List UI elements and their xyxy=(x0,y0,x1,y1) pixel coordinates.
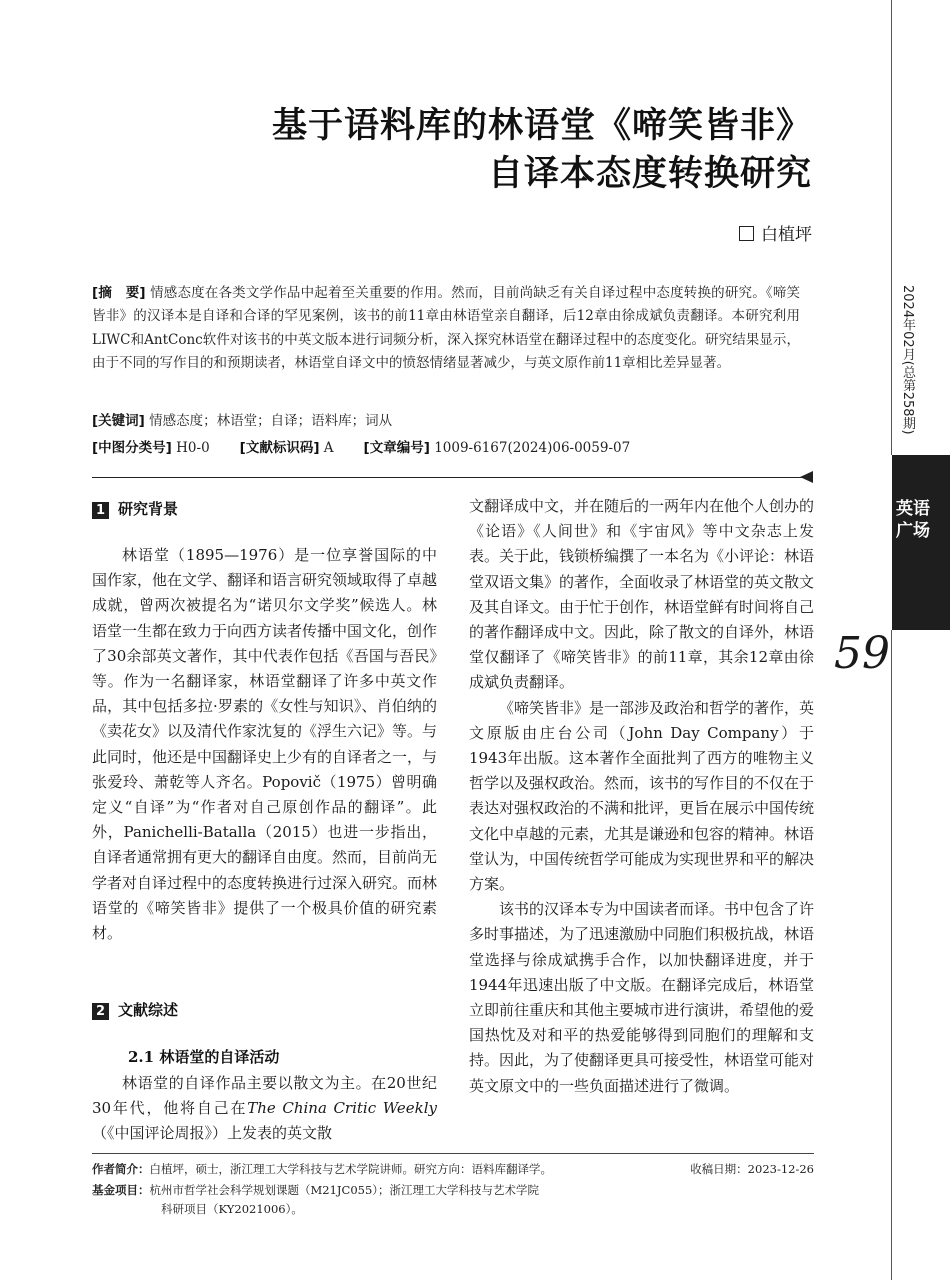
left-column-body xyxy=(92,543,437,946)
paragraph-text: （《中国评论周报》）上发表的英文散 xyxy=(92,1124,333,1143)
page-number: 59 xyxy=(834,628,890,679)
classification-line xyxy=(92,436,630,456)
section-1-number: 1 xyxy=(92,502,109,519)
right-column-body xyxy=(469,494,814,1099)
funding xyxy=(92,1181,692,1200)
article-id-label: [文章编号] xyxy=(363,440,430,456)
margin-rule-top xyxy=(891,0,892,455)
author-line xyxy=(739,220,812,245)
divider-arrow-icon xyxy=(800,471,813,483)
section-1-title: 研究背景 xyxy=(118,500,179,518)
divider-line xyxy=(92,477,804,478)
section-2-number: 2 xyxy=(92,1003,109,1020)
keywords-label: [关键词] xyxy=(92,413,145,429)
section-1-heading xyxy=(92,498,178,519)
left-column-body-2 xyxy=(92,1071,437,1147)
bio-text: 白植坪，硕士，浙江理工大学科技与艺术学院讲师。研究方向：语料库翻译学。 xyxy=(149,1162,552,1176)
abstract-text: 情感态度在各类文学作品中起着至关重要的作用。然而，目前尚缺乏有关自译过程中态度转换的研究。《啼笑皆非》的汉译本是自译和合译的罕见案例，该书的前11章由林语堂亲自翻译，后12章由徐成斌负责翻译。本研究利用LIWC和AntConc软件对该书的中英文版本进行词频分析，深入探究林语堂在翻译过程中的态度变化。研究结果显示，由于不同的写作目的和预期读者，林语堂自译文中的愤怒情绪显著减少，与英文原作前11章相比差异显著。 xyxy=(92,285,801,371)
abstract xyxy=(92,282,800,375)
author-box-icon xyxy=(739,226,754,241)
author-bio xyxy=(92,1160,814,1179)
bio-label: 作者简介： xyxy=(92,1162,150,1176)
margin-rule-bottom xyxy=(891,630,892,1280)
fund-label: 基金项目： xyxy=(92,1183,150,1197)
section-2-title: 文献综述 xyxy=(118,1001,179,1019)
abstract-label: [摘 要] xyxy=(92,285,146,301)
title-line-1: 基于语料库的林语堂《啼笑皆非》 xyxy=(271,105,812,146)
section-tab xyxy=(892,455,950,630)
paragraph: 该书的汉译本专为中国读者而译。书中包含了许多时事描述，为了迅速激励中同胞们积极抗战，林语堂选择与徐成斌携手合作，以加快翻译进度，并于1944年迅速出版了中文版。在翻译完成后，林语堂立即前往重庆和其他主要城市进行演讲，希望他的爱国热忱及对和平的热爱能够得到同胞们的理解和支持。因此，为了使翻译更具可接受性，林语堂可能对英文原文中的一些负面描述进行了微调。 xyxy=(469,900,815,1095)
title-line-2: 自译本态度转换研究 xyxy=(487,153,812,194)
issue-date: 2024年02月(总第258期) xyxy=(900,285,915,435)
received-date: 收稿日期：2023-12-26 xyxy=(690,1162,814,1176)
keywords-text: 情感态度；林语堂；自译；语料库；词从 xyxy=(149,413,393,429)
paragraph xyxy=(92,1071,437,1147)
paragraph: 文翻译成中文，并在随后的一两年内在他个人创办的《论语》《人间世》和《宇宙风》等中文杂志上发表。关于此，钱锁桥编撰了一本名为《小评论：林语堂双语文集》的著作，全面收录了林语堂的英文散文及其自译文。由于忙于创作，林语堂鲜有时间将自己的著作翻译成中文。因此，除了散文的自译外，林语堂仅翻译了《啼笑皆非》的前11章，其余12章由徐成斌负责翻译。 xyxy=(469,497,815,692)
footnote-rule xyxy=(92,1153,814,1154)
doc-code-value: A xyxy=(323,440,334,456)
doc-code-label: [文献标识码] xyxy=(239,440,320,456)
clc-value: H0-0 xyxy=(176,440,210,456)
journal-title: The China Critic Weekly xyxy=(247,1099,437,1118)
fund-line-1: 杭州市哲学社会科学规划课题（M21JC055）；浙江理工大学科技与艺术学院 xyxy=(149,1183,540,1197)
subsection-2-1-heading: 2.1 林语堂的自译活动 xyxy=(128,1048,280,1066)
paragraph: 《啼笑皆非》是一部涉及政治和哲学的著作，英文原版由庄台公司（John Day Company）于1943年出版。这本著作全面批判了西方的唯物主义哲学以及强权政治。然而，该书的写作目的不仅在于表达对强权政治的不满和批评，更旨在展示中国传统文化中卓越的元素，尤其是谦逊和包容的精神。林语堂认为，中国传统哲学可能成为实现世界和平的解决方案。 xyxy=(469,698,815,894)
section-2-heading xyxy=(92,999,178,1020)
section-tab-label: 英语广场 xyxy=(896,499,930,541)
clc-label: [中图分类号] xyxy=(92,440,172,456)
keywords xyxy=(92,409,392,429)
paragraph-text: 林语堂的自译作品主要以散文为主。在20世纪30年代，他将自己在 xyxy=(92,1074,437,1118)
article-id-value: 1009-6167(2024)06-0059-07 xyxy=(434,440,631,456)
funding-cont: 科研项目（KY2021006）。 xyxy=(161,1202,303,1216)
author-name: 白植坪 xyxy=(761,225,812,245)
paragraph: 林语堂（1895—1976）是一位享誉国际的中国作家，他在文学、翻译和语言研究领域取得了卓越成就，曾两次被提名为“诺贝尔文学奖”候选人。林语堂一生都在致力于向西方读者传播中国文化，创作了30余部英文著作，其中代表作包括《吾国与吾民》等。作为一名翻译家，林语堂翻译了许多中英文作品，其中包括多拉·罗素的《女性与知识》、肖伯纳的《卖花女》以及清代作家沈复的《浮生六记》等。与此同时，他还是中国翻译史上少有的自译者之一，与张爱玲、萧乾等人齐名。Popovič（1975）曾明确定义“自译”为“作者对自己原创作品的翻译”。此外，Panichelli-Batalla（2015）也进一步指出，自译者通常拥有更大的翻译自由度。然而，目前尚无学者对自译过程中的态度转换进行过深入研究。而林语堂的《啼笑皆非》提供了一个极具价值的研究素材。 xyxy=(92,546,438,943)
